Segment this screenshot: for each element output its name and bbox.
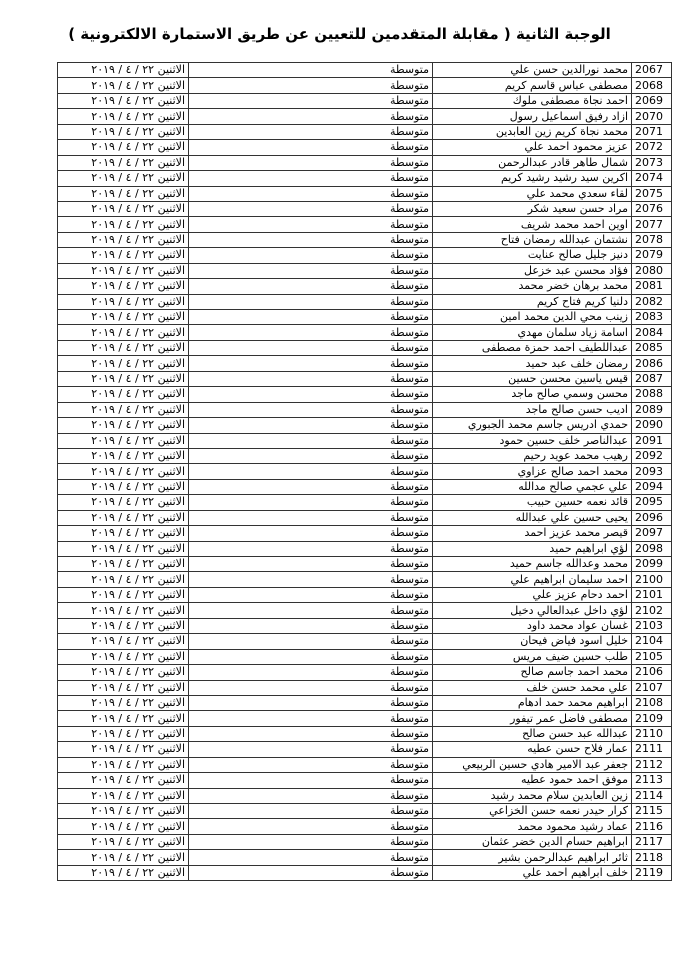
applicants-table-body: [58, 63, 672, 881]
interview-date-cell: الاثنين ٢٢ / ٤ / ٢٠١٩: [58, 294, 189, 309]
row-number-cell: 2109: [632, 711, 672, 726]
applicant-name-cell: احمد سليمان ابراهيم علي: [433, 572, 632, 587]
applicant-name-cell: خليل اسود فياض فيحان: [433, 634, 632, 649]
applicant-name-cell: قائد نعمه حسين حبيب: [433, 495, 632, 510]
applicant-name-cell: ابراهيم حسام الدين خضر عثمان: [433, 834, 632, 849]
row-number-cell: 2077: [632, 217, 672, 232]
row-number-cell: 2106: [632, 665, 672, 680]
table-row: [58, 402, 672, 417]
education-level-cell: متوسطة: [189, 402, 433, 417]
table-row: [58, 773, 672, 788]
applicant-name-cell: حمدي ادريس جاسم محمد الجبوري: [433, 418, 632, 433]
row-number-cell: 2114: [632, 788, 672, 803]
table-row: [58, 695, 672, 710]
education-level-cell: متوسطة: [189, 248, 433, 263]
applicant-name-cell: دنيز جليل صالح عنايت: [433, 248, 632, 263]
education-level-cell: متوسطة: [189, 865, 433, 880]
row-number-cell: 2068: [632, 78, 672, 93]
row-number-cell: 2091: [632, 433, 672, 448]
interview-date-cell: الاثنين ٢٢ / ٤ / ٢٠١٩: [58, 78, 189, 93]
interview-date-cell: الاثنين ٢٢ / ٤ / ٢٠١٩: [58, 248, 189, 263]
applicant-name-cell: علي محمد حسن خلف: [433, 680, 632, 695]
education-level-cell: متوسطة: [189, 294, 433, 309]
education-level-cell: متوسطة: [189, 124, 433, 139]
education-level-cell: متوسطة: [189, 695, 433, 710]
row-number-cell: 2099: [632, 557, 672, 572]
table-row: [58, 510, 672, 525]
education-level-cell: متوسطة: [189, 201, 433, 216]
applicant-name-cell: مصطفى عباس قاسم كريم: [433, 78, 632, 93]
education-level-cell: متوسطة: [189, 279, 433, 294]
table-row: [58, 93, 672, 108]
table-row: [58, 448, 672, 463]
interview-date-cell: الاثنين ٢٢ / ٤ / ٢٠١٩: [58, 310, 189, 325]
education-level-cell: متوسطة: [189, 448, 433, 463]
applicant-name-cell: محمد احمد جاسم صالح: [433, 665, 632, 680]
applicant-name-cell: ثائر ابراهيم عبدالرحمن بشير: [433, 850, 632, 865]
education-level-cell: متوسطة: [189, 557, 433, 572]
interview-date-cell: الاثنين ٢٢ / ٤ / ٢٠١٩: [58, 171, 189, 186]
table-row: [58, 464, 672, 479]
applicant-name-cell: جعفر عبد الامير هادي حسين الربيعي: [433, 757, 632, 772]
table-row: [58, 140, 672, 155]
interview-date-cell: الاثنين ٢٢ / ٤ / ٢٠١٩: [58, 510, 189, 525]
education-level-cell: متوسطة: [189, 850, 433, 865]
education-level-cell: متوسطة: [189, 618, 433, 633]
table-row: [58, 387, 672, 402]
row-number-cell: 2107: [632, 680, 672, 695]
table-row: [58, 279, 672, 294]
education-level-cell: متوسطة: [189, 433, 433, 448]
interview-date-cell: الاثنين ٢٢ / ٤ / ٢٠١٩: [58, 726, 189, 741]
education-level-cell: متوسطة: [189, 356, 433, 371]
interview-date-cell: الاثنين ٢٢ / ٤ / ٢٠١٩: [58, 819, 189, 834]
interview-date-cell: الاثنين ٢٢ / ٤ / ٢٠١٩: [58, 804, 189, 819]
row-number-cell: 2084: [632, 325, 672, 340]
applicant-name-cell: احمد دحام عزيز علي: [433, 587, 632, 602]
interview-date-cell: الاثنين ٢٢ / ٤ / ٢٠١٩: [58, 201, 189, 216]
education-level-cell: متوسطة: [189, 680, 433, 695]
applicant-name-cell: عبداللطيف احمد حمزة مصطفى: [433, 340, 632, 355]
education-level-cell: متوسطة: [189, 140, 433, 155]
applicant-name-cell: موفق احمد حمود عطيه: [433, 773, 632, 788]
applicant-name-cell: رمضان خلف عبد حميد: [433, 356, 632, 371]
interview-date-cell: الاثنين ٢٢ / ٤ / ٢٠١٩: [58, 418, 189, 433]
education-level-cell: متوسطة: [189, 711, 433, 726]
education-level-cell: متوسطة: [189, 804, 433, 819]
applicants-table: [57, 62, 672, 881]
applicant-name-cell: رهيب محمد عويد رحيم: [433, 448, 632, 463]
table-row: [58, 742, 672, 757]
interview-date-cell: الاثنين ٢٢ / ٤ / ٢٠١٩: [58, 263, 189, 278]
table-row: [58, 618, 672, 633]
applicant-name-cell: مراد حسن سعيد شكر: [433, 201, 632, 216]
table-row: [58, 109, 672, 124]
row-number-cell: 2073: [632, 155, 672, 170]
applicant-name-cell: خلف ابراهيم احمد علي: [433, 865, 632, 880]
row-number-cell: 2116: [632, 819, 672, 834]
education-level-cell: متوسطة: [189, 773, 433, 788]
applicant-name-cell: لؤي داخل عبدالعالي دخيل: [433, 603, 632, 618]
applicant-name-cell: عبدالناصر خلف حسين حمود: [433, 433, 632, 448]
table-row: [58, 263, 672, 278]
row-number-cell: 2105: [632, 649, 672, 664]
row-number-cell: 2101: [632, 587, 672, 602]
table-row: [58, 541, 672, 556]
interview-date-cell: الاثنين ٢٢ / ٤ / ٢٠١٩: [58, 232, 189, 247]
table-row: [58, 232, 672, 247]
row-number-cell: 2100: [632, 572, 672, 587]
table-row: [58, 726, 672, 741]
interview-date-cell: الاثنين ٢٢ / ٤ / ٢٠١٩: [58, 433, 189, 448]
education-level-cell: متوسطة: [189, 788, 433, 803]
interview-date-cell: الاثنين ٢٢ / ٤ / ٢٠١٩: [58, 495, 189, 510]
row-number-cell: 2085: [632, 340, 672, 355]
applicant-name-cell: محمد احمد صالح عزاوي: [433, 464, 632, 479]
education-level-cell: متوسطة: [189, 109, 433, 124]
interview-date-cell: الاثنين ٢٢ / ٤ / ٢٠١٩: [58, 526, 189, 541]
education-level-cell: متوسطة: [189, 464, 433, 479]
row-number-cell: 2070: [632, 109, 672, 124]
row-number-cell: 2092: [632, 448, 672, 463]
table-row: [58, 217, 672, 232]
education-level-cell: متوسطة: [189, 263, 433, 278]
education-level-cell: متوسطة: [189, 217, 433, 232]
table-row: [58, 834, 672, 849]
row-number-cell: 2094: [632, 479, 672, 494]
interview-date-cell: الاثنين ٢٢ / ٤ / ٢٠١٩: [58, 850, 189, 865]
table-row: [58, 788, 672, 803]
table-row: [58, 804, 672, 819]
applicant-name-cell: عمار فلاح حسن عطيه: [433, 742, 632, 757]
education-level-cell: متوسطة: [189, 742, 433, 757]
row-number-cell: 2078: [632, 232, 672, 247]
education-level-cell: متوسطة: [189, 649, 433, 664]
row-number-cell: 2095: [632, 495, 672, 510]
applicant-name-cell: فؤاد محسن عبد خزعل: [433, 263, 632, 278]
education-level-cell: متوسطة: [189, 510, 433, 525]
education-level-cell: متوسطة: [189, 819, 433, 834]
row-number-cell: 2098: [632, 541, 672, 556]
table-row: [58, 479, 672, 494]
interview-date-cell: الاثنين ٢٢ / ٤ / ٢٠١٩: [58, 387, 189, 402]
row-number-cell: 2080: [632, 263, 672, 278]
table-row: [58, 711, 672, 726]
table-row: [58, 495, 672, 510]
row-number-cell: 2093: [632, 464, 672, 479]
applicant-name-cell: محسن وسمي صالح ماجد: [433, 387, 632, 402]
interview-date-cell: الاثنين ٢٢ / ٤ / ٢٠١٩: [58, 325, 189, 340]
table-row: [58, 819, 672, 834]
row-number-cell: 2090: [632, 418, 672, 433]
applicant-name-cell: شمال طاهر قادر عبدالرحمن: [433, 155, 632, 170]
table-row: [58, 557, 672, 572]
applicant-name-cell: طلب حسين ضيف مريس: [433, 649, 632, 664]
applicant-name-cell: عماد رشيد محمود محمد: [433, 819, 632, 834]
interview-date-cell: الاثنين ٢٢ / ٤ / ٢٠١٩: [58, 155, 189, 170]
row-number-cell: 2117: [632, 834, 672, 849]
table-row: [58, 325, 672, 340]
education-level-cell: متوسطة: [189, 186, 433, 201]
table-row: [58, 757, 672, 772]
education-level-cell: متوسطة: [189, 541, 433, 556]
table-row: [58, 665, 672, 680]
education-level-cell: متوسطة: [189, 78, 433, 93]
applicant-name-cell: لؤي ابراهيم حميد: [433, 541, 632, 556]
row-number-cell: 2118: [632, 850, 672, 865]
table-row: [58, 680, 672, 695]
table-row: [58, 850, 672, 865]
row-number-cell: 2097: [632, 526, 672, 541]
applicant-name-cell: اسامة زياد سلمان مهدي: [433, 325, 632, 340]
applicant-name-cell: اديب حسن صالح ماجد: [433, 402, 632, 417]
interview-date-cell: الاثنين ٢٢ / ٤ / ٢٠١٩: [58, 279, 189, 294]
row-number-cell: 2067: [632, 63, 672, 78]
applicant-name-cell: عبدالله عبد حسن صالح: [433, 726, 632, 741]
interview-date-cell: الاثنين ٢٢ / ٤ / ٢٠١٩: [58, 124, 189, 139]
interview-date-cell: الاثنين ٢٢ / ٤ / ٢٠١٩: [58, 109, 189, 124]
applicant-name-cell: علي عجمي صالح مدالله: [433, 479, 632, 494]
applicant-name-cell: اوين احمد محمد شريف: [433, 217, 632, 232]
interview-date-cell: الاثنين ٢٢ / ٤ / ٢٠١٩: [58, 757, 189, 772]
education-level-cell: متوسطة: [189, 526, 433, 541]
row-number-cell: 2081: [632, 279, 672, 294]
applicant-name-cell: زين العابدين سلام محمد رشيد: [433, 788, 632, 803]
education-level-cell: متوسطة: [189, 572, 433, 587]
row-number-cell: 2110: [632, 726, 672, 741]
row-number-cell: 2108: [632, 695, 672, 710]
row-number-cell: 2069: [632, 93, 672, 108]
interview-date-cell: الاثنين ٢٢ / ٤ / ٢٠١٩: [58, 63, 189, 78]
applicant-name-cell: قيصر محمد عزيز احمد: [433, 526, 632, 541]
table-row: [58, 634, 672, 649]
education-level-cell: متوسطة: [189, 665, 433, 680]
table-row: [58, 865, 672, 880]
education-level-cell: متوسطة: [189, 757, 433, 772]
row-number-cell: 2074: [632, 171, 672, 186]
education-level-cell: متوسطة: [189, 418, 433, 433]
row-number-cell: 2112: [632, 757, 672, 772]
education-level-cell: متوسطة: [189, 387, 433, 402]
row-number-cell: 2115: [632, 804, 672, 819]
education-level-cell: متوسطة: [189, 310, 433, 325]
applicant-name-cell: اكرين سيد رشيد رشيد كريم: [433, 171, 632, 186]
interview-date-cell: الاثنين ٢٢ / ٤ / ٢٠١٩: [58, 557, 189, 572]
table-row: [58, 603, 672, 618]
education-level-cell: متوسطة: [189, 340, 433, 355]
interview-date-cell: الاثنين ٢٢ / ٤ / ٢٠١٩: [58, 834, 189, 849]
interview-date-cell: الاثنين ٢٢ / ٤ / ٢٠١٩: [58, 448, 189, 463]
interview-date-cell: الاثنين ٢٢ / ٤ / ٢٠١٩: [58, 618, 189, 633]
table-row: [58, 171, 672, 186]
row-number-cell: 2071: [632, 124, 672, 139]
applicant-name-cell: ازاد رفيق اسماعيل رسول: [433, 109, 632, 124]
education-level-cell: متوسطة: [189, 171, 433, 186]
table-row: [58, 124, 672, 139]
applicant-name-cell: لقاء سعدي محمد علي: [433, 186, 632, 201]
interview-date-cell: الاثنين ٢٢ / ٤ / ٢٠١٩: [58, 665, 189, 680]
interview-date-cell: الاثنين ٢٢ / ٤ / ٢٠١٩: [58, 649, 189, 664]
row-number-cell: 2096: [632, 510, 672, 525]
table-row: [58, 248, 672, 263]
applicant-name-cell: دلنيا كريم فتاح كريم: [433, 294, 632, 309]
applicant-name-cell: محمد برهان خضر محمد: [433, 279, 632, 294]
interview-date-cell: الاثنين ٢٢ / ٤ / ٢٠١٩: [58, 603, 189, 618]
education-level-cell: متوسطة: [189, 603, 433, 618]
table-row: [58, 63, 672, 78]
interview-date-cell: الاثنين ٢٢ / ٤ / ٢٠١٩: [58, 93, 189, 108]
table-row: [58, 418, 672, 433]
row-number-cell: 2086: [632, 356, 672, 371]
applicant-name-cell: عزيز محمود احمد علي: [433, 140, 632, 155]
interview-date-cell: الاثنين ٢٢ / ٤ / ٢٠١٩: [58, 541, 189, 556]
applicant-name-cell: يحيى حسين علي عبدالله: [433, 510, 632, 525]
row-number-cell: 2103: [632, 618, 672, 633]
interview-date-cell: الاثنين ٢٢ / ٤ / ٢٠١٩: [58, 572, 189, 587]
table-row: [58, 433, 672, 448]
interview-date-cell: الاثنين ٢٢ / ٤ / ٢٠١٩: [58, 865, 189, 880]
interview-date-cell: الاثنين ٢٢ / ٤ / ٢٠١٩: [58, 402, 189, 417]
education-level-cell: متوسطة: [189, 232, 433, 247]
interview-date-cell: الاثنين ٢٢ / ٤ / ٢٠١٩: [58, 634, 189, 649]
row-number-cell: 2079: [632, 248, 672, 263]
table-row: [58, 186, 672, 201]
row-number-cell: 2111: [632, 742, 672, 757]
interview-date-cell: الاثنين ٢٢ / ٤ / ٢٠١٩: [58, 217, 189, 232]
applicant-name-cell: نشتمان عبدالله رمضان فتاح: [433, 232, 632, 247]
table-row: [58, 572, 672, 587]
interview-date-cell: الاثنين ٢٢ / ٤ / ٢٠١٩: [58, 340, 189, 355]
interview-date-cell: الاثنين ٢٢ / ٤ / ٢٠١٩: [58, 464, 189, 479]
row-number-cell: 2104: [632, 634, 672, 649]
table-row: [58, 340, 672, 355]
applicant-name-cell: ابراهيم محمد حمد ادهام: [433, 695, 632, 710]
interview-date-cell: الاثنين ٢٢ / ٤ / ٢٠١٩: [58, 140, 189, 155]
table-row: [58, 649, 672, 664]
education-level-cell: متوسطة: [189, 726, 433, 741]
row-number-cell: 2119: [632, 865, 672, 880]
applicant-name-cell: مصطفى فاضل عمر تيفور: [433, 711, 632, 726]
education-level-cell: متوسطة: [189, 495, 433, 510]
row-number-cell: 2113: [632, 773, 672, 788]
table-row: [58, 294, 672, 309]
row-number-cell: 2075: [632, 186, 672, 201]
applicant-name-cell: غسان عواد محمد داود: [433, 618, 632, 633]
row-number-cell: 2072: [632, 140, 672, 155]
interview-date-cell: الاثنين ٢٢ / ٤ / ٢٠١٩: [58, 371, 189, 386]
education-level-cell: متوسطة: [189, 325, 433, 340]
education-level-cell: متوسطة: [189, 634, 433, 649]
row-number-cell: 2083: [632, 310, 672, 325]
table-row: [58, 526, 672, 541]
table-row: [58, 155, 672, 170]
row-number-cell: 2082: [632, 294, 672, 309]
applicant-name-cell: احمد نجاة مصطفى ملوك: [433, 93, 632, 108]
interview-date-cell: الاثنين ٢٢ / ٤ / ٢٠١٩: [58, 356, 189, 371]
row-number-cell: 2102: [632, 603, 672, 618]
interview-date-cell: الاثنين ٢٢ / ٤ / ٢٠١٩: [58, 680, 189, 695]
row-number-cell: 2089: [632, 402, 672, 417]
education-level-cell: متوسطة: [189, 834, 433, 849]
table-row: [58, 356, 672, 371]
row-number-cell: 2076: [632, 201, 672, 216]
applicant-name-cell: محمد نجاة كريم زين العابدين: [433, 124, 632, 139]
interview-date-cell: الاثنين ٢٢ / ٤ / ٢٠١٩: [58, 788, 189, 803]
table-row: [58, 587, 672, 602]
interview-date-cell: الاثنين ٢٢ / ٤ / ٢٠١٩: [58, 186, 189, 201]
interview-date-cell: الاثنين ٢٢ / ٤ / ٢٠١٩: [58, 711, 189, 726]
applicant-name-cell: قيس ياسين محسن حسين: [433, 371, 632, 386]
education-level-cell: متوسطة: [189, 587, 433, 602]
table-row: [58, 310, 672, 325]
document-title: الوجبة الثانية ( مقابلة المتقدمين للتعيين عن طريق الاستمارة الالكترونية ): [68, 25, 611, 43]
row-number-cell: 2088: [632, 387, 672, 402]
education-level-cell: متوسطة: [189, 479, 433, 494]
table-row: [58, 78, 672, 93]
interview-date-cell: الاثنين ٢٢ / ٤ / ٢٠١٩: [58, 742, 189, 757]
applicant-name-cell: محمد نورالدين حسن علي: [433, 63, 632, 78]
applicant-name-cell: محمد وعدالله جاسم حميد: [433, 557, 632, 572]
interview-date-cell: الاثنين ٢٢ / ٤ / ٢٠١٩: [58, 587, 189, 602]
education-level-cell: متوسطة: [189, 63, 433, 78]
education-level-cell: متوسطة: [189, 155, 433, 170]
education-level-cell: متوسطة: [189, 371, 433, 386]
table-row: [58, 371, 672, 386]
interview-date-cell: الاثنين ٢٢ / ٤ / ٢٠١٩: [58, 773, 189, 788]
interview-date-cell: الاثنين ٢٢ / ٤ / ٢٠١٩: [58, 479, 189, 494]
table-row: [58, 201, 672, 216]
education-level-cell: متوسطة: [189, 93, 433, 108]
interview-date-cell: الاثنين ٢٢ / ٤ / ٢٠١٩: [58, 695, 189, 710]
applicant-name-cell: كرار حيدر نعمه حسن الخزاعي: [433, 804, 632, 819]
applicant-name-cell: زينب محي الدين محمد امين: [433, 310, 632, 325]
row-number-cell: 2087: [632, 371, 672, 386]
